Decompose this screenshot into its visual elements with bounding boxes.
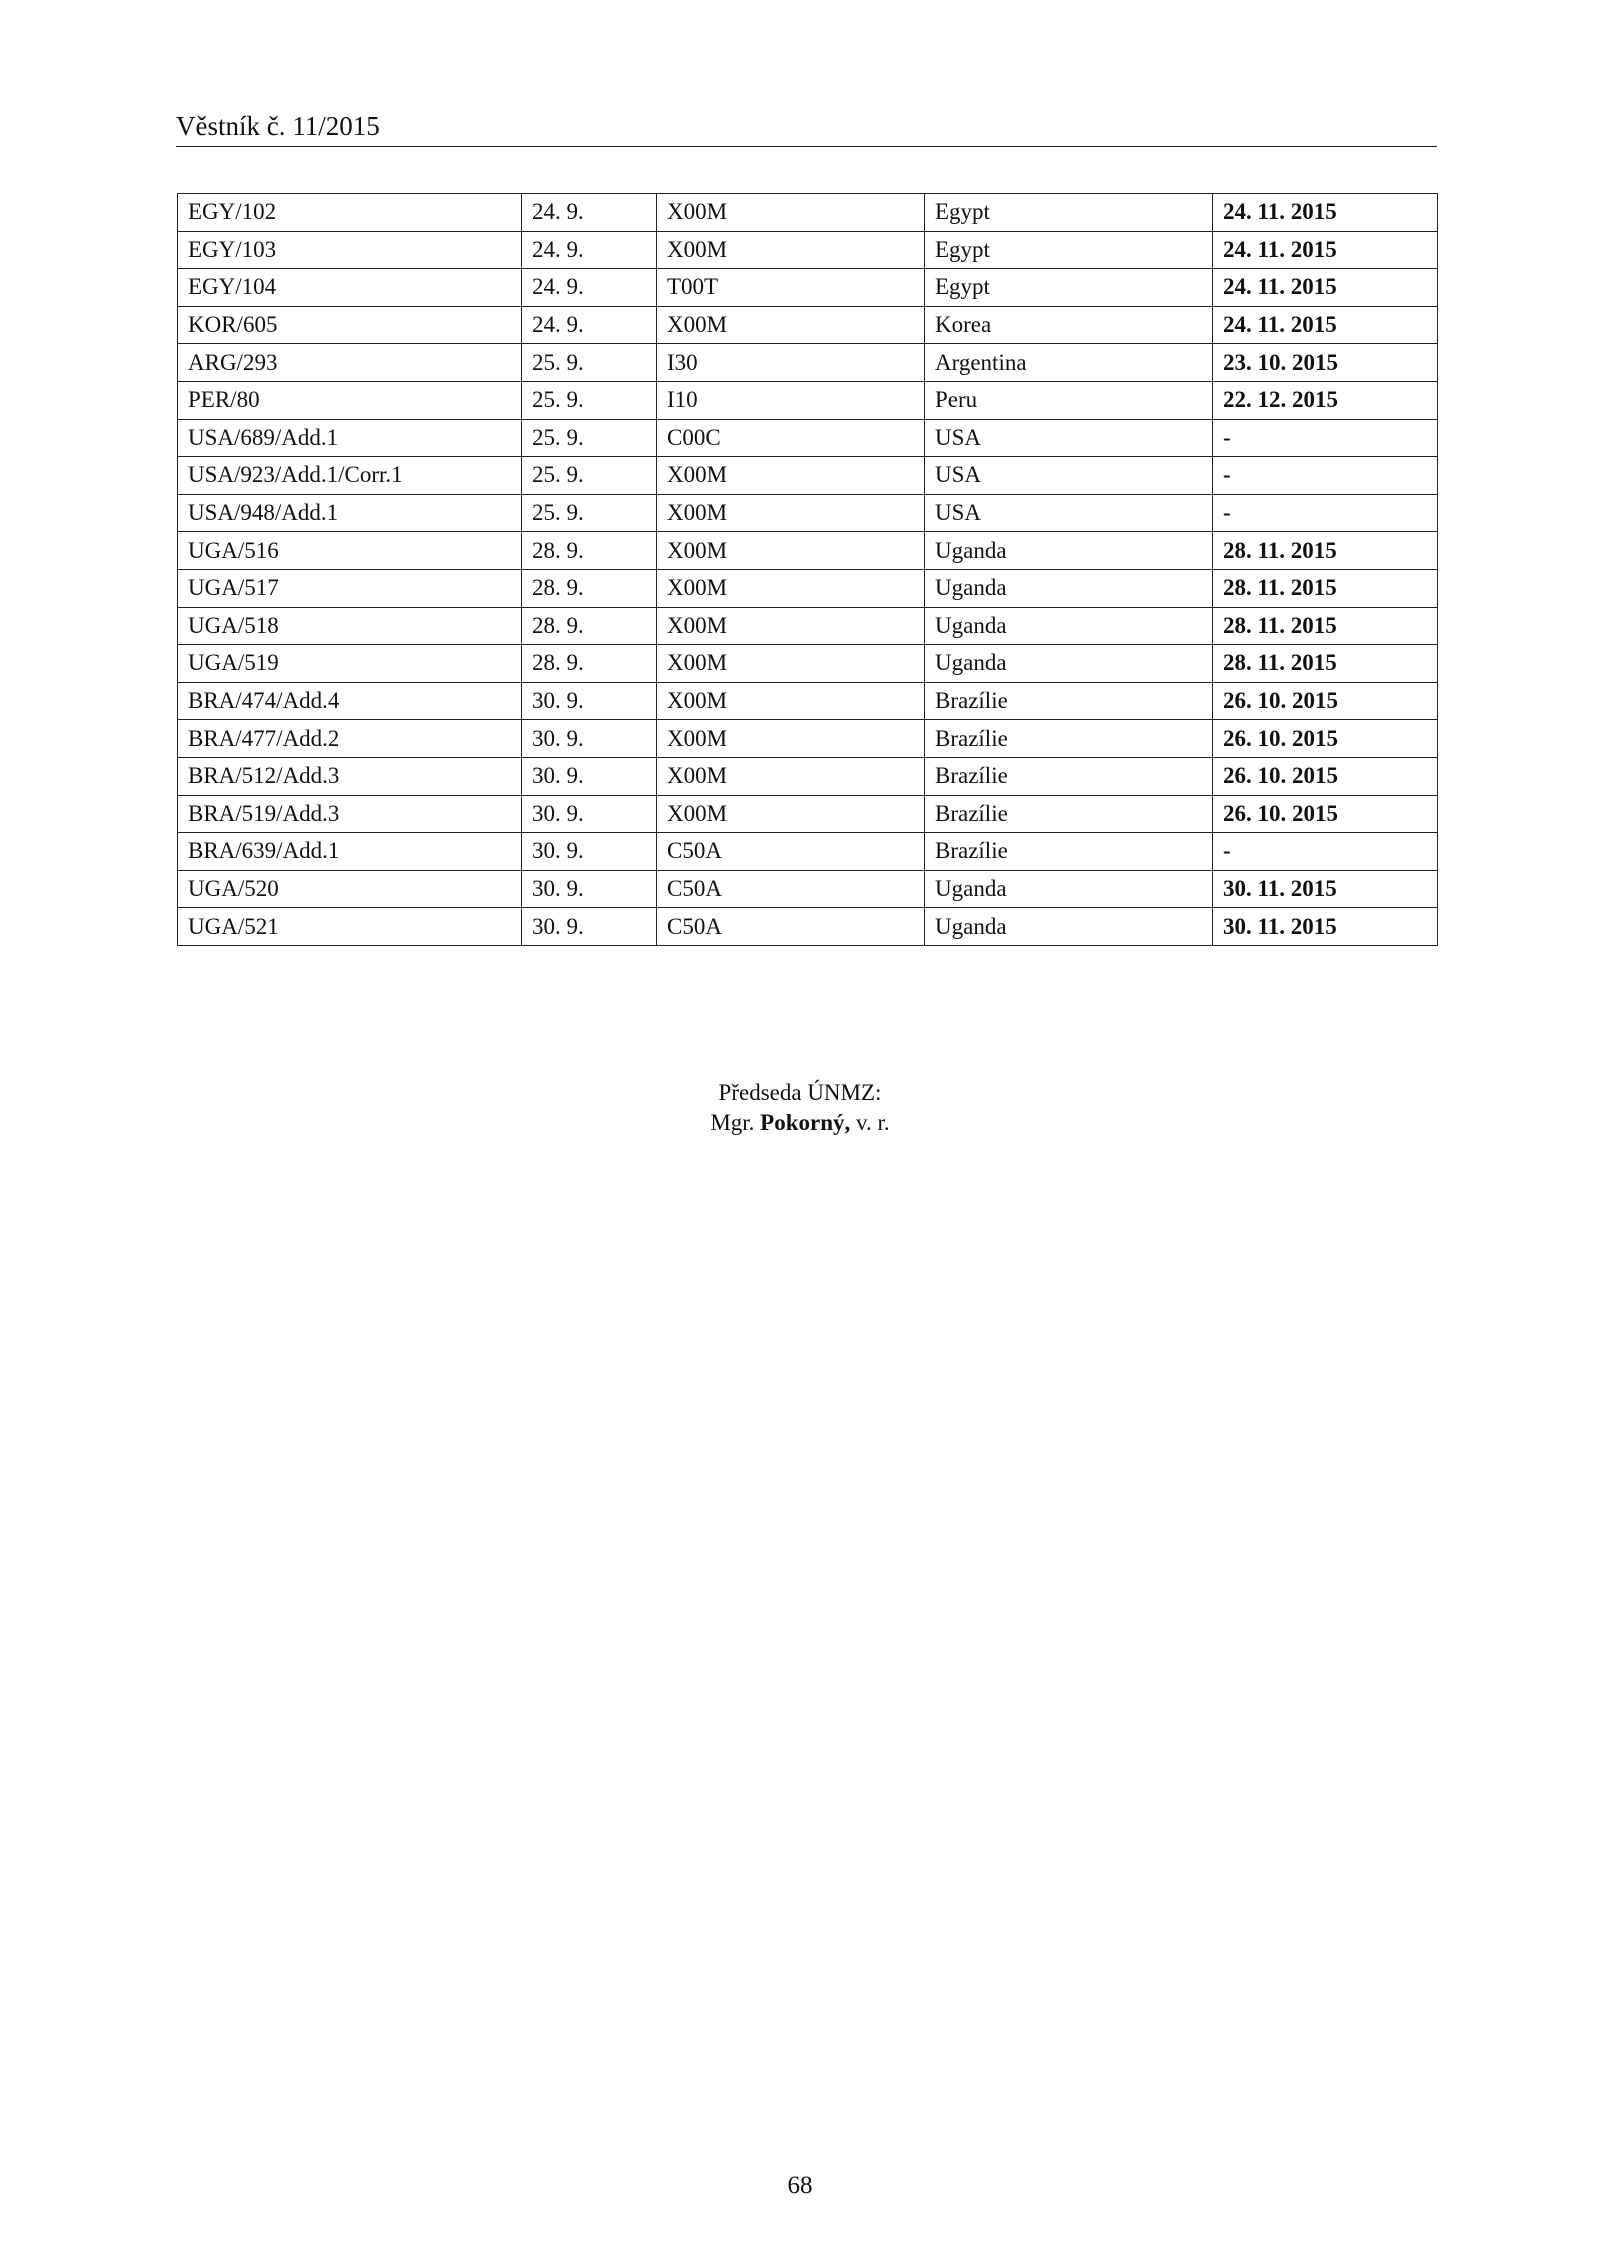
reference-cell: UGA/516: [178, 532, 522, 570]
reference-cell: PER/80: [178, 381, 522, 419]
code-cell: X00M: [657, 720, 925, 758]
signature-suffix: v. r.: [856, 1110, 890, 1135]
reference-cell: UGA/517: [178, 569, 522, 607]
deadline-cell: 24. 11. 2015: [1213, 194, 1438, 232]
date-cell: 24. 9.: [522, 269, 657, 307]
reference-cell: USA/689/Add.1: [178, 419, 522, 457]
deadline-cell: 30. 11. 2015: [1213, 870, 1438, 908]
country-cell: USA: [925, 494, 1213, 532]
table-row: [178, 194, 1438, 232]
reference-cell: BRA/639/Add.1: [178, 833, 522, 871]
deadline-cell: 24. 11. 2015: [1213, 231, 1438, 269]
deadline-cell: 28. 11. 2015: [1213, 607, 1438, 645]
table-row: [178, 607, 1438, 645]
date-cell: 25. 9.: [522, 457, 657, 495]
date-cell: 30. 9.: [522, 833, 657, 871]
table-row: [178, 569, 1438, 607]
code-cell: C50A: [657, 870, 925, 908]
code-cell: X00M: [657, 231, 925, 269]
table-row: [178, 381, 1438, 419]
date-cell: 30. 9.: [522, 795, 657, 833]
deadline-cell: 26. 10. 2015: [1213, 720, 1438, 758]
country-cell: Argentina: [925, 344, 1213, 382]
signature-name: Pokorný,: [760, 1110, 851, 1135]
date-cell: 30. 9.: [522, 682, 657, 720]
table-row: [178, 645, 1438, 683]
date-cell: 30. 9.: [522, 757, 657, 795]
reference-cell: EGY/104: [178, 269, 522, 307]
reference-cell: EGY/103: [178, 231, 522, 269]
country-cell: USA: [925, 419, 1213, 457]
country-cell: Uganda: [925, 908, 1213, 946]
country-cell: Korea: [925, 306, 1213, 344]
code-cell: I10: [657, 381, 925, 419]
date-cell: 24. 9.: [522, 306, 657, 344]
code-cell: X00M: [657, 607, 925, 645]
deadline-cell: 28. 11. 2015: [1213, 532, 1438, 570]
date-cell: 24. 9.: [522, 231, 657, 269]
header-divider: [176, 146, 1437, 147]
table-row: [178, 419, 1438, 457]
deadline-cell: -: [1213, 494, 1438, 532]
reference-cell: UGA/518: [178, 607, 522, 645]
code-cell: X00M: [657, 494, 925, 532]
date-cell: 25. 9.: [522, 494, 657, 532]
country-cell: Brazílie: [925, 682, 1213, 720]
country-cell: Egypt: [925, 231, 1213, 269]
reference-cell: UGA/520: [178, 870, 522, 908]
code-cell: X00M: [657, 757, 925, 795]
table-row: [178, 269, 1438, 307]
page-header-title: Věstník č. 11/2015: [176, 111, 380, 141]
code-cell: I30: [657, 344, 925, 382]
country-cell: Uganda: [925, 645, 1213, 683]
country-cell: Egypt: [925, 194, 1213, 232]
code-cell: X00M: [657, 569, 925, 607]
country-cell: Uganda: [925, 532, 1213, 570]
code-cell: C50A: [657, 908, 925, 946]
reference-cell: UGA/521: [178, 908, 522, 946]
date-cell: 30. 9.: [522, 720, 657, 758]
table-row: [178, 795, 1438, 833]
reference-cell: BRA/519/Add.3: [178, 795, 522, 833]
reference-cell: UGA/519: [178, 645, 522, 683]
reference-cell: BRA/512/Add.3: [178, 757, 522, 795]
date-cell: 30. 9.: [522, 870, 657, 908]
signature-role: Předseda ÚNMZ:: [718, 1080, 882, 1105]
country-cell: Uganda: [925, 870, 1213, 908]
reference-cell: USA/948/Add.1: [178, 494, 522, 532]
code-cell: X00M: [657, 306, 925, 344]
reference-cell: BRA/477/Add.2: [178, 720, 522, 758]
date-cell: 25. 9.: [522, 381, 657, 419]
code-cell: T00T: [657, 269, 925, 307]
table-row: [178, 306, 1438, 344]
country-cell: Brazílie: [925, 757, 1213, 795]
deadline-cell: 30. 11. 2015: [1213, 908, 1438, 946]
deadline-cell: 22. 12. 2015: [1213, 381, 1438, 419]
table-row: [178, 870, 1438, 908]
notification-table: [177, 193, 1438, 946]
deadline-cell: 26. 10. 2015: [1213, 757, 1438, 795]
signature-title: Mgr.: [710, 1110, 755, 1135]
date-cell: 30. 9.: [522, 908, 657, 946]
code-cell: C00C: [657, 419, 925, 457]
table-row: [178, 457, 1438, 495]
table-row: [178, 231, 1438, 269]
code-cell: X00M: [657, 194, 925, 232]
reference-cell: KOR/605: [178, 306, 522, 344]
deadline-cell: 23. 10. 2015: [1213, 344, 1438, 382]
date-cell: 25. 9.: [522, 419, 657, 457]
table-row: [178, 720, 1438, 758]
code-cell: X00M: [657, 682, 925, 720]
table-row: [178, 532, 1438, 570]
deadline-cell: 28. 11. 2015: [1213, 645, 1438, 683]
code-cell: X00M: [657, 645, 925, 683]
country-cell: Peru: [925, 381, 1213, 419]
deadline-cell: 28. 11. 2015: [1213, 569, 1438, 607]
table-row: [178, 833, 1438, 871]
notification-table-body: [178, 194, 1438, 946]
page-number: 68: [787, 2172, 813, 2199]
code-cell: X00M: [657, 532, 925, 570]
deadline-cell: 24. 11. 2015: [1213, 306, 1438, 344]
country-cell: Uganda: [925, 569, 1213, 607]
country-cell: Brazílie: [925, 833, 1213, 871]
deadline-cell: 24. 11. 2015: [1213, 269, 1438, 307]
deadline-cell: -: [1213, 833, 1438, 871]
date-cell: 28. 9.: [522, 607, 657, 645]
deadline-cell: -: [1213, 457, 1438, 495]
deadline-cell: 26. 10. 2015: [1213, 682, 1438, 720]
table-row: [178, 757, 1438, 795]
reference-cell: USA/923/Add.1/Corr.1: [178, 457, 522, 495]
code-cell: X00M: [657, 795, 925, 833]
date-cell: 28. 9.: [522, 569, 657, 607]
table-row: [178, 908, 1438, 946]
signature-name-line: [0, 1108, 1600, 1138]
deadline-cell: -: [1213, 419, 1438, 457]
date-cell: 28. 9.: [522, 532, 657, 570]
code-cell: X00M: [657, 457, 925, 495]
country-cell: USA: [925, 457, 1213, 495]
reference-cell: EGY/102: [178, 194, 522, 232]
date-cell: 25. 9.: [522, 344, 657, 382]
table-row: [178, 682, 1438, 720]
reference-cell: ARG/293: [178, 344, 522, 382]
deadline-cell: 26. 10. 2015: [1213, 795, 1438, 833]
reference-cell: BRA/474/Add.4: [178, 682, 522, 720]
country-cell: Uganda: [925, 607, 1213, 645]
date-cell: 28. 9.: [522, 645, 657, 683]
table-row: [178, 344, 1438, 382]
country-cell: Egypt: [925, 269, 1213, 307]
country-cell: Brazílie: [925, 720, 1213, 758]
table-row: [178, 494, 1438, 532]
country-cell: Brazílie: [925, 795, 1213, 833]
date-cell: 24. 9.: [522, 194, 657, 232]
code-cell: C50A: [657, 833, 925, 871]
